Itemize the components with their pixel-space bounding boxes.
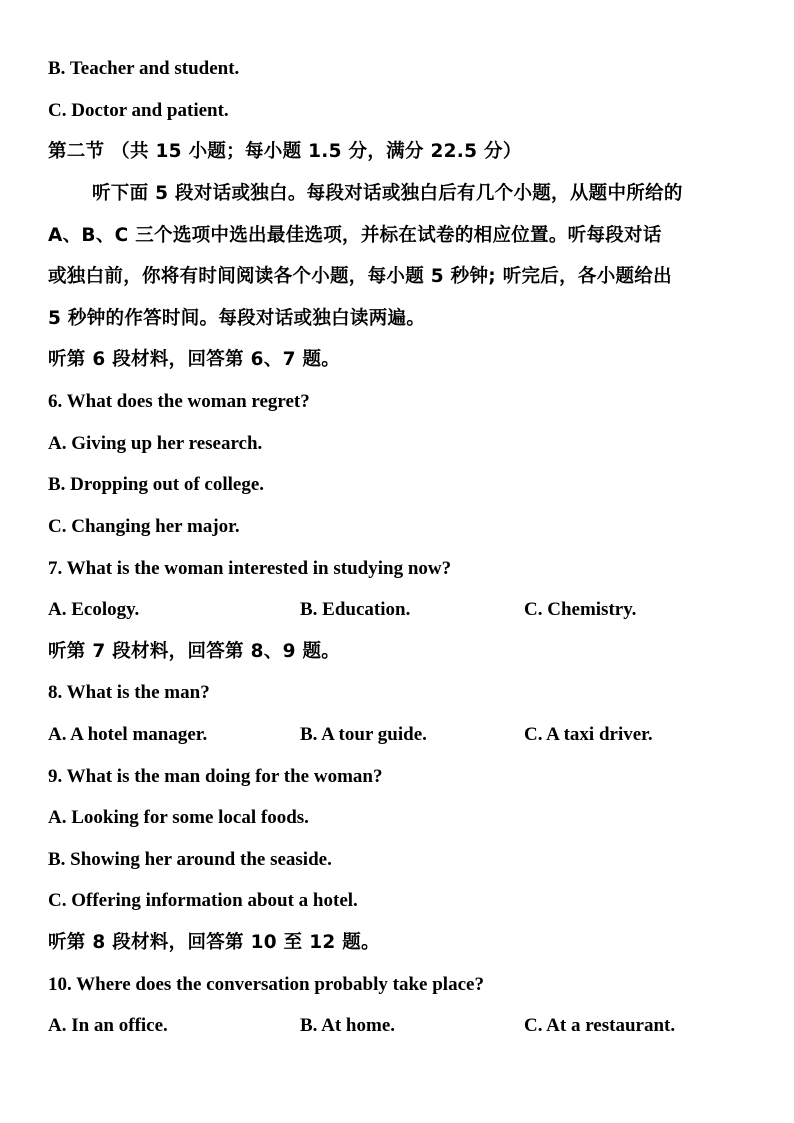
question-9-stem: 9. What is the man doing for the woman? bbox=[48, 766, 383, 787]
question-10-option-a: A. In an office. bbox=[48, 1015, 168, 1036]
question-8-option-c: C. A taxi driver. bbox=[524, 724, 653, 745]
question-10-option-c: C. At a restaurant. bbox=[524, 1015, 676, 1036]
question-9-option-c: C. Offering information about a hotel. bbox=[48, 890, 358, 911]
question-7-option-c: C. Chemistry. bbox=[524, 599, 637, 620]
option-c-previous: C. Doctor and patient. bbox=[48, 100, 229, 121]
option-b-previous: B. Teacher and student. bbox=[48, 58, 240, 79]
question-8-option-b: B. A tour guide. bbox=[300, 724, 427, 745]
question-6-option-b: B. Dropping out of college. bbox=[48, 474, 265, 495]
question-9-option-a: A. Looking for some local foods. bbox=[48, 807, 309, 828]
instructions-line-1: 听下面 5 段对话或独白。每段对话或独白后有几个小题，从题中所给的 bbox=[92, 183, 683, 204]
question-9-option-b: B. Showing her around the seaside. bbox=[48, 849, 332, 870]
question-6-option-c: C. Changing her major. bbox=[48, 516, 240, 537]
material-6-label: 听第 6 段材料，回答第 6、7 题。 bbox=[48, 349, 341, 370]
instructions-line-2: A、B、C 三个选项中选出最佳选项，并标在试卷的相应位置。听每段对话 bbox=[48, 225, 662, 246]
instructions-line-3: 或独白前，你将有时间阅读各个小题，每小题 5 秒钟; 听完后，各小题给出 bbox=[48, 266, 672, 287]
material-7-label: 听第 7 段材料，回答第 8、9 题。 bbox=[48, 641, 341, 662]
question-8-stem: 8. What is the man? bbox=[48, 682, 210, 703]
question-10-stem: 10. Where does the conversation probably take place? bbox=[48, 974, 484, 995]
question-7-stem: 7. What is the woman interested in studying now? bbox=[48, 558, 452, 579]
material-8-label: 听第 8 段材料，回答第 10 至 12 题。 bbox=[48, 932, 380, 953]
question-7-option-a: A. Ecology. bbox=[48, 599, 140, 620]
question-6-option-a: A. Giving up her research. bbox=[48, 433, 263, 454]
question-8-option-a: A. A hotel manager. bbox=[48, 724, 208, 745]
question-6-stem: 6. What does the woman regret? bbox=[48, 391, 310, 412]
question-7-option-b: B. Education. bbox=[300, 599, 411, 620]
section-heading: 第二节 （共 15 小题；每小题 1.5 分，满分 22.5 分） bbox=[48, 141, 522, 162]
instructions-line-4: 5 秒钟的作答时间。每段对话或独白读两遍。 bbox=[48, 308, 426, 329]
question-10-option-b: B. At home. bbox=[300, 1015, 395, 1036]
